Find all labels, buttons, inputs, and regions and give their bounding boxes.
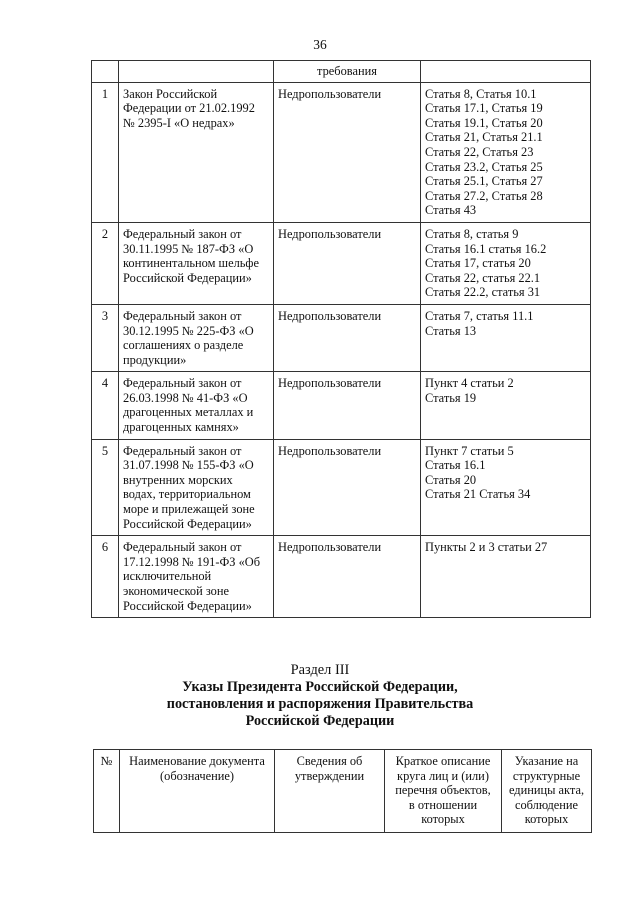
row-number: 4 [92,372,119,439]
document-name-line: Федерации от 21.02.1992 [123,101,255,116]
document-name-line: соглашениях о разделе [123,338,244,353]
subjects-cell: Недропользователи [274,304,421,371]
document-name-line: продукции» [123,352,187,367]
structural-unit-line: Статья 17, статья 20 [425,256,531,271]
table-row [92,439,591,536]
column-header-line: (обозначение) [160,768,234,783]
document-name-line: водах, территориальном [123,487,251,502]
subjects-cell: Недропользователи [274,536,421,618]
structural-units-cell [421,304,591,371]
structural-unit-line: Статья 21, Статья 21.1 [425,130,543,145]
column-header [275,750,385,833]
header-subjects-cell: требования [274,61,421,83]
table-row [92,222,591,304]
column-header [502,750,592,833]
column-header-line: утверждении [294,768,365,783]
column-header-line: Наименование документа [129,754,265,768]
document-name-line: 30.12.1995 № 225-ФЗ «О [123,323,254,338]
document-name-line: экономической зоне [123,584,229,598]
document-name-line: Федеральный закон от [123,540,242,555]
structural-unit-line: Статья 8, статья 9 [425,226,519,241]
column-header-line: которых [421,812,465,827]
structural-unit-line: Статья 27.2, Статья 28 [425,188,543,203]
column-header-line: № [100,754,113,768]
column-header [385,750,502,833]
document-name-line: континентальном шельфе [123,256,259,271]
row-number: 2 [92,222,119,304]
document-name-cell [119,82,274,222]
row-number: 3 [92,304,119,371]
structural-unit-line: Статья 19.1, Статья 20 [425,115,543,130]
subjects-cell: Недропользователи [274,222,421,304]
document-name-line: № 2395-I «О недрах» [123,115,235,130]
section-title-line: постановления и распоряжения Правительства [166,696,474,713]
structural-unit-line: Статья 19 [425,390,477,405]
structural-unit-line: Статья 16.1 статья 16.2 [425,241,547,256]
subjects-cell: Недропользователи [274,82,421,222]
structural-unit-line: Статья 8, Статья 10.1 [425,86,537,101]
table-row [92,304,591,371]
document-name-line: Российской Федерации» [123,516,252,531]
row-number: 5 [92,439,119,536]
structural-unit-line: Статья 23.2, Статья 25 [425,159,543,174]
column-header-line: Краткое описание [395,754,491,768]
requirements-table-continued [91,60,591,618]
column-header-line: Указание на [514,754,579,768]
section-heading [0,662,640,731]
subjects-cell: Недропользователи [274,439,421,536]
structural-unit-line: Статья 20 [425,472,477,487]
document-name-line: Федеральный закон от [123,443,242,458]
document-name-line: исключительной [123,569,212,584]
structural-units-cell [421,372,591,439]
table-header-continuation-row [92,61,591,83]
requirements-table-body [92,61,591,618]
section-label: Раздел III [290,662,350,678]
section3-table [93,749,592,833]
structural-unit-line: Статья 16.1 [425,458,486,473]
document-name-line: 26.03.1998 № 41-ФЗ «О [123,390,248,405]
structural-units-cell [421,536,591,618]
column-header-line: соблюдение [514,797,579,812]
column-header-line: которых [524,812,569,827]
document-name-line: Федеральный закон от [123,308,242,323]
column-header-line: перечня объектов, [395,783,491,798]
document-name-line: Федеральный закон от [123,226,242,241]
header-units-cell [421,61,591,83]
document-name-line: драгоценных камнях» [123,420,239,435]
structural-unit-line: Пункт 4 статьи 2 [425,376,514,391]
column-header-line: единицы акта, [508,783,585,798]
header-document-cell [119,61,274,83]
structural-unit-line: Статья 13 [425,323,477,338]
structural-unit-line: Статья 43 [425,203,477,218]
column-header [94,750,120,833]
column-header-line: структурные [512,768,581,783]
structural-units-cell [421,439,591,536]
document-name-cell [119,439,274,536]
document-name-cell [119,304,274,371]
page-number: 36 [313,37,327,52]
row-number: 6 [92,536,119,618]
column-header-line: Сведения об [296,754,363,768]
structural-units-cell [421,222,591,304]
row-number: 1 [92,82,119,222]
header-num-cell [92,61,119,83]
document-name-cell [119,372,274,439]
table-row [92,372,591,439]
structural-unit-line: Статья 22.2, статья 31 [425,285,541,300]
document-name-line: Закон Российской [123,86,218,101]
document-name-line: 17.12.1998 № 191-ФЗ «Об [123,554,261,569]
document-name-line: драгоценных металлах и [123,405,254,420]
table-row [92,82,591,222]
document-name-cell [119,536,274,618]
structural-units-cell [421,82,591,222]
document-name-line: 31.07.1998 № 155-ФЗ «О [123,458,254,473]
section-title-line: Указы Президента Российской Федерации, [182,679,458,695]
section-title-line: Российской Федерации [245,713,395,730]
structural-unit-line: Статья 21 Статья 34 [425,487,531,502]
document-name-line: Российской Федерации» [123,598,252,613]
document-name-cell [119,222,274,304]
section3-header-row [94,750,592,833]
document-name-line: внутренних морских [123,472,233,487]
structural-unit-line: Статья 22, Статья 23 [425,144,534,159]
structural-unit-line: Статья 17.1, Статья 19 [425,101,543,116]
section-title [0,679,640,731]
table-row [92,536,591,618]
document-name-line: море и прилежащей зоне [123,502,255,517]
structural-unit-line: Статья 25.1, Статья 27 [425,174,543,189]
document-name-line: 30.11.1995 № 187-ФЗ «О [123,241,254,256]
structural-unit-line: Пункты 2 и 3 статьи 27 [425,540,548,555]
structural-unit-line: Пункт 7 статьи 5 [425,443,514,458]
document-name-line: Российской Федерации» [123,270,252,285]
structural-unit-line: Статья 22, статья 22.1 [425,270,541,285]
column-header-line: круга лиц и (или) [397,768,489,783]
subjects-cell: Недропользователи [274,372,421,439]
document-name-line: Федеральный закон от [123,376,242,391]
column-header-line: в отношении [408,797,478,812]
structural-unit-line: Статья 7, статья 11.1 [425,308,534,323]
column-header [120,750,275,833]
